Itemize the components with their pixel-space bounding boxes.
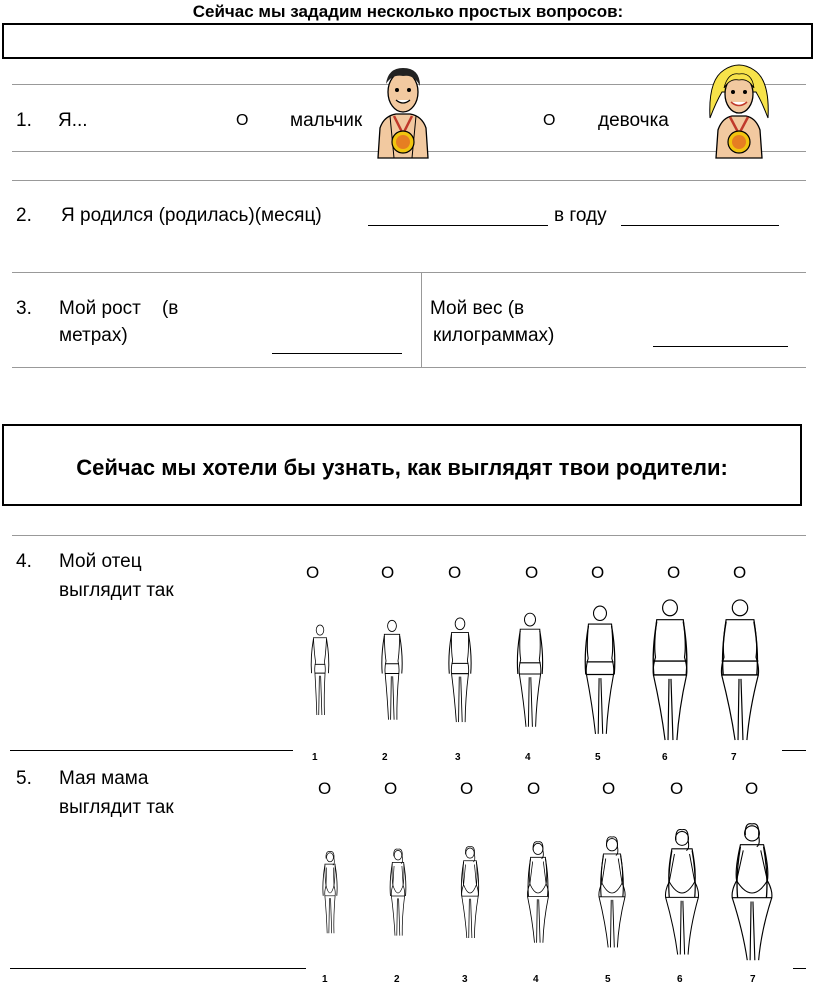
- weight-field[interactable]: [653, 346, 788, 347]
- father-option-7[interactable]: O: [733, 563, 747, 582]
- q5-line1: Мая мама: [59, 768, 149, 789]
- female-body-figure: [656, 822, 708, 964]
- figure-number: 2: [394, 974, 400, 985]
- father-option-4[interactable]: O: [525, 563, 539, 582]
- figure-number: 5: [605, 974, 611, 985]
- weight-label-line1: Мой вес (в: [430, 298, 525, 319]
- male-body-figure: [707, 596, 773, 744]
- divider: [10, 750, 293, 751]
- q4-line1: Мой отец: [59, 551, 142, 572]
- mother-option-3[interactable]: O: [460, 779, 474, 798]
- figure-number: 7: [750, 974, 756, 985]
- q3-number: 3.: [16, 298, 32, 319]
- q5-number: 5.: [16, 768, 32, 789]
- figure-number: 2: [382, 752, 388, 763]
- divider: [10, 968, 306, 969]
- answer-box[interactable]: [2, 23, 813, 59]
- section-title: Сейчас мы хотели бы узнать, как выглядят твои родители:: [76, 455, 728, 480]
- height-label-line1: Мой рост (в: [59, 298, 179, 319]
- male-body-figure: [371, 596, 413, 744]
- mother-option-1[interactable]: O: [318, 779, 332, 798]
- father-option-6[interactable]: O: [667, 563, 681, 582]
- figure-number: 4: [533, 974, 539, 985]
- father-option-1[interactable]: O: [306, 563, 320, 582]
- radio-boy[interactable]: O: [236, 112, 249, 129]
- height-field[interactable]: [272, 353, 402, 354]
- q2-year-text: в году: [554, 205, 607, 226]
- boy-with-medal-icon: [370, 64, 436, 158]
- figure-number: 6: [662, 752, 668, 763]
- father-option-3[interactable]: O: [448, 563, 462, 582]
- month-field[interactable]: [368, 225, 548, 226]
- male-body-figure: [301, 596, 339, 744]
- female-body-figure: [723, 822, 781, 964]
- column-divider: [421, 272, 422, 367]
- female-body-figure: [313, 822, 347, 964]
- figure-number: 3: [455, 752, 461, 763]
- male-body-figure: [506, 596, 554, 744]
- radio-girl[interactable]: O: [543, 112, 556, 129]
- q2-number: 2.: [16, 205, 32, 226]
- year-field[interactable]: [621, 225, 779, 226]
- father-option-2[interactable]: O: [381, 563, 395, 582]
- father-option-5[interactable]: O: [591, 563, 605, 582]
- female-body-figure: [380, 822, 416, 964]
- divider: [12, 180, 806, 181]
- divider: [12, 535, 806, 536]
- male-body-figure: [640, 596, 700, 744]
- mother-option-4[interactable]: O: [527, 779, 541, 798]
- option-girl-label: девочка: [598, 110, 669, 131]
- figure-number: 1: [322, 974, 328, 985]
- q4-line2: выглядит так: [59, 580, 174, 601]
- mother-option-6[interactable]: O: [670, 779, 684, 798]
- mother-option-7[interactable]: O: [745, 779, 759, 798]
- figure-number: 6: [677, 974, 683, 985]
- divider: [12, 272, 806, 273]
- page-title: Сейчас мы зададим несколько простых вопросов:: [192, 2, 624, 21]
- q1-number: 1.: [16, 110, 32, 131]
- male-body-figure: [573, 596, 627, 744]
- figure-number: 7: [731, 752, 737, 763]
- height-label-line2: метрах): [59, 325, 128, 346]
- girl-with-medal-icon: [706, 62, 772, 158]
- q5-line2: выглядит так: [59, 797, 174, 818]
- weight-label-line2: килограммах): [433, 325, 555, 346]
- figure-number: 3: [462, 974, 468, 985]
- female-body-figure: [451, 822, 489, 964]
- divider: [782, 750, 806, 751]
- figure-number: 1: [312, 752, 318, 763]
- female-body-figure: [589, 822, 635, 964]
- female-body-figure: [517, 822, 559, 964]
- figure-number: 4: [525, 752, 531, 763]
- divider: [793, 968, 806, 969]
- mother-option-2[interactable]: O: [384, 779, 398, 798]
- q1-text: Я...: [58, 110, 88, 131]
- male-body-figure: [438, 596, 482, 744]
- mother-option-5[interactable]: O: [602, 779, 616, 798]
- q2-text: Я родился (родилась)(месяц): [61, 205, 322, 226]
- q4-number: 4.: [16, 551, 32, 572]
- divider: [12, 367, 806, 368]
- option-boy-label: мальчик: [290, 110, 363, 131]
- figure-number: 5: [595, 752, 601, 763]
